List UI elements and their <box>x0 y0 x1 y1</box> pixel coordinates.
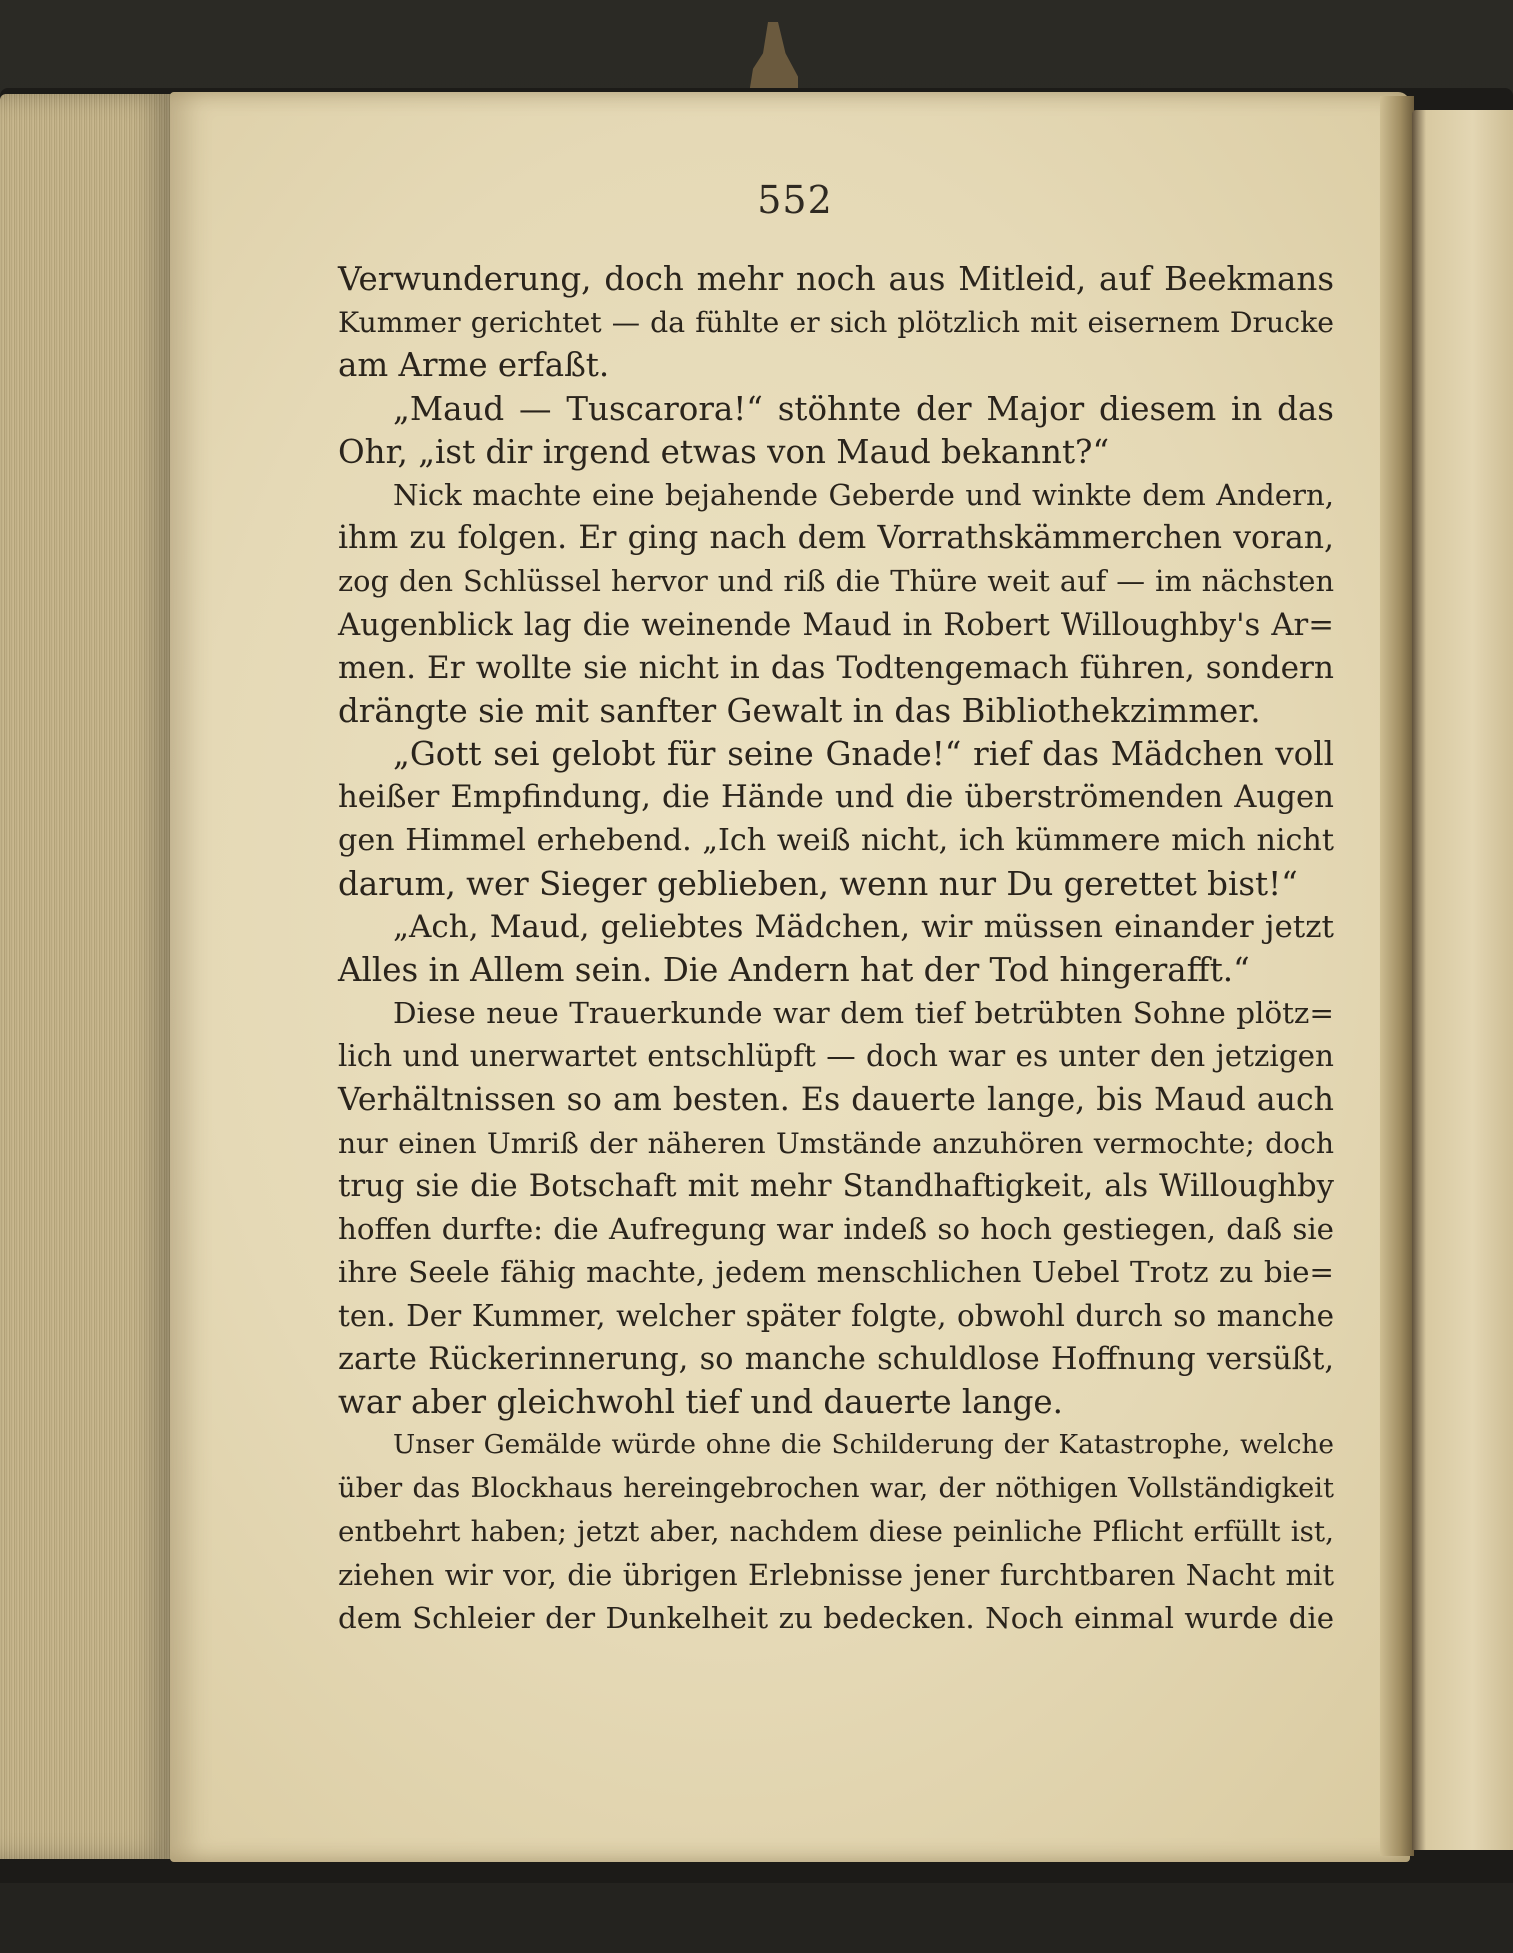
text-line: trug sie die Botschaft mit mehr Standhaftigkeit, als Willoughby <box>338 1168 1334 1204</box>
text-line: ziehen wir vor, die übrigen Erlebnisse jener furchtbaren Nacht mit <box>338 1557 1334 1592</box>
text-line: „Ach, Maud, geliebtes Mädchen, wir müssen einander jetzt <box>393 908 1334 945</box>
text-line: zarte Rückerinnerung, so manche schuldlose Hoffnung versüßt, <box>338 1341 1334 1377</box>
text-line: darum, wer Sieger geblieben, wenn nur Du gerettet bist!“ <box>338 864 1298 903</box>
text-line: war aber gleichwohl tief und dauerte lange. <box>338 1382 1063 1421</box>
book-gutter <box>1380 96 1414 1856</box>
text-line: gen Himmel erhebend. „Ich weiß nicht, ich kümmere mich nicht <box>338 823 1334 859</box>
page-number: 552 <box>757 178 833 222</box>
text-line: Nick machte eine bejahende Geberde und winkte dem Andern, <box>393 477 1334 512</box>
text-line: Verwunderung, doch mehr noch aus Mitleid, auf Beekmans <box>338 260 1334 298</box>
text-line: heißer Empfindung, die Hände und die überströmenden Augen <box>338 779 1334 816</box>
text-line: am Arme erfaßt. <box>338 346 610 385</box>
text-line: drängte sie mit sanfter Gewalt in das Bibliothekzimmer. <box>338 691 1261 730</box>
page-stack-edge <box>0 94 175 1859</box>
text-line: Kummer gerichtet — da fühlte er sich plötzlich mit eisernem Drucke <box>338 306 1334 340</box>
text-line: lich und unerwartet entschlüpft — doch war es unter den jetzigen <box>338 1039 1334 1074</box>
text-line: Ohr, „ist dir irgend etwas von Maud bekannt?“ <box>338 432 1110 471</box>
text-line: ihm zu folgen. Er ging nach dem Vorrathskämmerchen voran, <box>338 520 1334 557</box>
text-line: „Gott sei gelobt für seine Gnade!“ rief das Mädchen voll <box>393 735 1334 774</box>
text-line: Unser Gemälde würde ohne die Schilderung der Katastrophe, welche <box>393 1430 1334 1461</box>
text-line: hoffen durfte: die Aufregung war indeß so hoch gestiegen, daß sie <box>338 1212 1334 1247</box>
text-line: ihre Seele fähig machte, jedem menschlichen Uebel Trotz zu bie= <box>338 1255 1334 1290</box>
text-line: ten. Der Kummer, welcher später folgte, obwohl durch so manche <box>338 1298 1334 1333</box>
facing-page-edge <box>1412 110 1513 1850</box>
text-line: men. Er wollte sie nicht in das Todtengemach führen, sondern <box>338 649 1334 686</box>
text-line: Diese neue Trauerkunde war dem tief betrübten Sohne plötz= <box>393 996 1334 1031</box>
text-line: über das Blockhaus hereingebrochen war, der nöthigen Vollständigkeit <box>338 1473 1334 1505</box>
text-line: Alles in Allem sein. Die Andern hat der Tod hingerafft.“ <box>338 951 1250 989</box>
text-line: zog den Schlüssel hervor und riß die Thüre weit auf — im nächsten <box>338 564 1334 599</box>
text-line: Verhältnissen so am besten. Es dauerte lange, bis Maud auch <box>338 1081 1334 1118</box>
page-text-block <box>338 258 1334 1640</box>
text-line: entbehrt haben; jetzt aber, nachdem diese peinliche Pflicht erfüllt ist, <box>338 1515 1334 1549</box>
text-line: nur einen Umriß der näheren Umstände anzuhören vermochte; doch <box>338 1126 1334 1160</box>
text-line: „Maud — Tuscarora!“ stöhnte der Major diesem in das <box>393 389 1334 428</box>
text-line: Augenblick lag die weinende Maud in Robert Willoughby's Ar= <box>338 606 1334 643</box>
text-line: dem Schleier der Dunkelheit zu bedecken. Noch einmal wurde die <box>338 1600 1334 1635</box>
